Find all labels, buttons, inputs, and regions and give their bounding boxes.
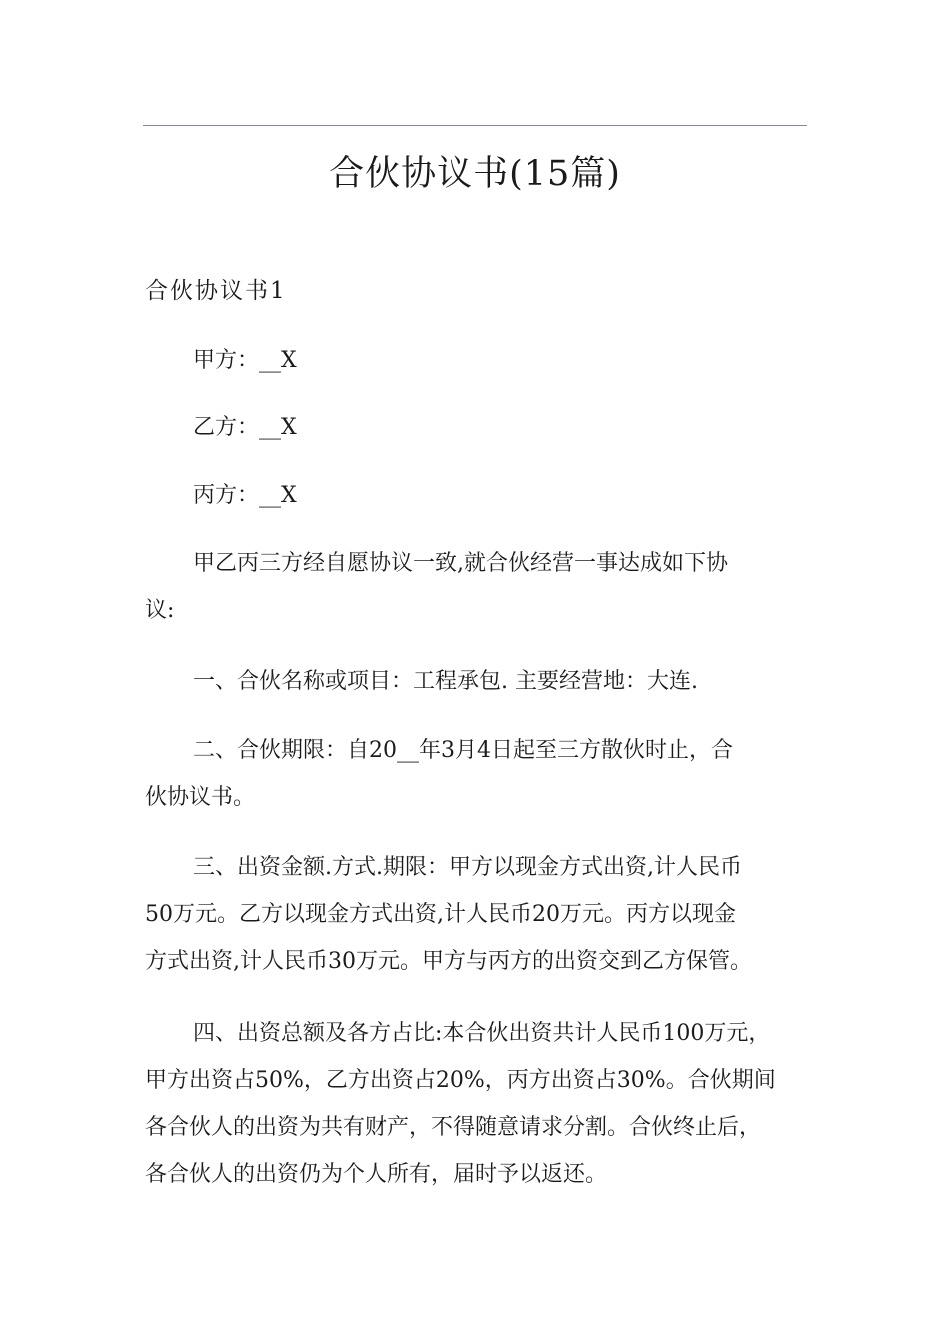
clause-4-line-1: 四、出资总额及各方占比:本合伙出资共计人民币100万元， [193,1021,771,1046]
section-heading: 合伙协议书1 [145,278,287,304]
clause-3-line-3: 方式出资,计人民币30万元。甲方与丙方的出资交到乙方保管。 [145,949,752,974]
party-c-line: 丙方：__X [193,483,297,508]
clause-4-line-3: 各合伙人的出资为共有财产，不得随意请求分割。合伙终止后， [145,1115,762,1140]
clause-2-paragraph [145,727,810,821]
clause-2-line-2: 伙协议书。 [145,785,256,810]
clause-3-paragraph [145,844,810,985]
clause-3-line-1: 三、出资金额.方式.期限：甲方以现金方式出资,计人民币 [193,855,742,880]
header-rule [143,125,807,126]
intro-paragraph [145,540,810,634]
intro-line-2: 议: [145,598,175,623]
clause-1-paragraph [145,658,810,705]
clause-4-line-4: 各合伙人的出资仍为个人所有，届时予以返还。 [145,1162,608,1187]
clause-4-line-2: 甲方出资占50%，乙方出资占20%，丙方出资占30%。合伙期间 [145,1068,776,1093]
clause-3-line-2: 50万元。乙方以现金方式出资,计人民币20万元。丙方以现金 [145,902,736,927]
party-b-line: 乙方：__X [193,415,297,440]
document-title: 合伙协议书(15篇) [329,154,621,194]
intro-line-1: 甲乙丙三方经自愿协议一致,就合伙经营一事达成如下协 [193,551,728,576]
clause-4-paragraph [145,1010,810,1198]
clause-2-line-1: 二、合伙期限：自20__年3月4日起至三方散伙时止，合 [193,738,733,763]
party-a-line: 甲方：__X [193,348,297,373]
clause-1-line-1: 一、合伙名称或项目：工程承包. 主要经营地：大连. [193,669,698,694]
